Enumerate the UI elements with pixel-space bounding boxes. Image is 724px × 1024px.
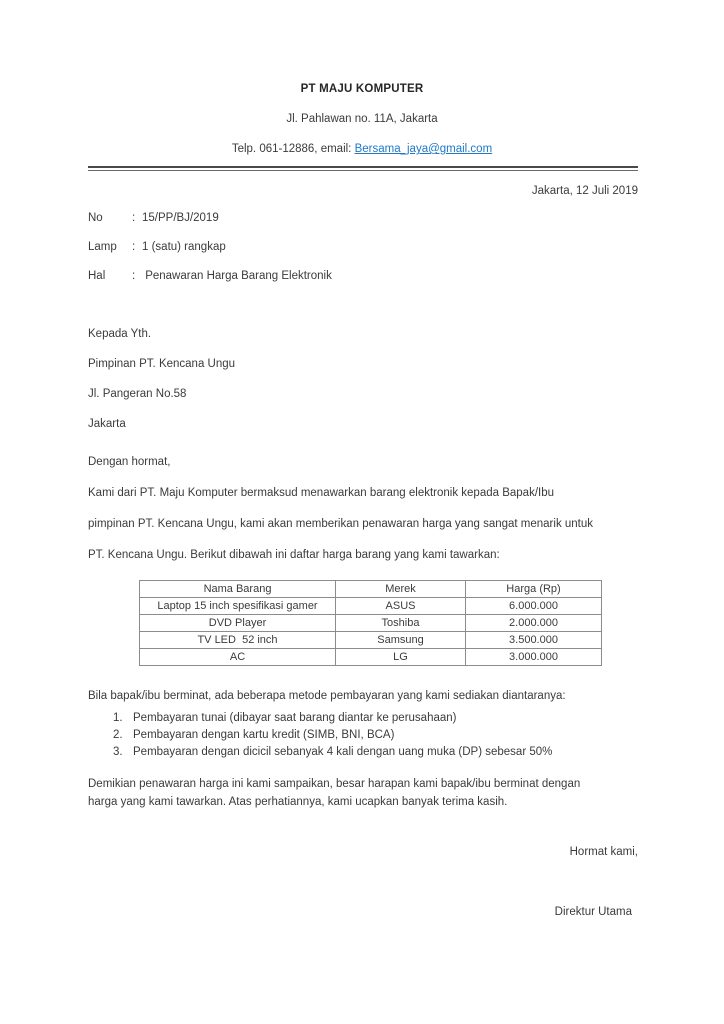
price-table-head — [140, 581, 602, 598]
cell-merek: Samsung — [336, 632, 466, 649]
column-header-nama-barang: Nama Barang — [140, 581, 336, 598]
list-item-number: 3. — [113, 746, 123, 759]
reference-row-no — [88, 212, 724, 224]
reference-value-no: 15/PP/BJ/2019 — [142, 211, 219, 224]
reference-block — [88, 212, 724, 282]
addressee-line-4: Jakarta — [88, 417, 126, 430]
divider-line-thin — [88, 170, 638, 171]
cell-merek: Toshiba — [336, 615, 466, 632]
reference-label-no: No — [88, 211, 103, 224]
list-item-number: 1. — [113, 712, 123, 725]
date-line: Jakarta, 12 Juli 2019 — [531, 184, 638, 197]
addressee-line-3: Jl. Pangeran No.58 — [88, 387, 187, 400]
cell-merek: ASUS — [336, 598, 466, 615]
column-header-harga: Harga (Rp) — [466, 581, 602, 598]
header-divider — [88, 166, 638, 171]
cell-nama-barang: TV LED 52 inch — [140, 632, 336, 649]
closing-line-2: harga yang kami tawarkan. Atas perhatiannya, kami ucapkan banyak terima kasih. — [88, 796, 508, 809]
company-name: PT MAJU KOMPUTER — [300, 83, 424, 95]
list-item-label: Pembayaran dengan kartu kredit (SIMB, BNI, BCA) — [133, 729, 395, 742]
table-row — [140, 615, 602, 632]
cell-nama-barang: AC — [140, 649, 336, 666]
company-address: Jl. Pahlawan no. 11A, Jakarta — [286, 112, 438, 125]
reference-value-hal: Penawaran Harga Barang Elektronik — [142, 269, 332, 282]
payment-method-list — [0, 712, 724, 758]
cell-harga: 6.000.000 — [466, 598, 602, 615]
cell-harga: 3.000.000 — [466, 649, 602, 666]
company-contact — [0, 144, 724, 156]
body-line-2: pimpinan PT. Kencana Ungu, kami akan memberikan penawaran harga yang sangat menarik untuk — [88, 517, 594, 530]
email-link[interactable]: Bersama_jaya@gmail.com — [354, 143, 493, 155]
signature-regards: Hormat kami, — [569, 846, 638, 858]
list-item-label: Pembayaran dengan dicicil sebanyak 4 kali dengan uang muka (DP) sebesar 50% — [133, 746, 553, 759]
list-item-number: 2. — [113, 729, 123, 742]
list-item — [113, 746, 724, 758]
reference-row-lamp — [88, 241, 724, 253]
body-line-1: Kami dari PT. Maju Komputer bermaksud menawarkan barang elektronik kepada Bapak/Ibu — [88, 486, 554, 499]
addressee-line-1: Kepada Yth. — [88, 327, 152, 340]
cell-nama-barang: Laptop 15 inch spesifikasi gamer — [140, 598, 336, 615]
cell-harga: 3.500.000 — [466, 632, 602, 649]
price-table-body — [140, 598, 602, 666]
closing-paragraph — [88, 776, 633, 812]
cell-merek: LG — [336, 649, 466, 666]
reference-label-hal: Hal — [88, 269, 106, 282]
price-table — [139, 580, 602, 666]
contact-phone-label: Telp. 061-12886, email: — [231, 143, 355, 155]
list-item — [113, 712, 724, 724]
signature-block — [0, 846, 724, 918]
body-line-3: PT. Kencana Ungu. Berikut dibawah ini daftar harga barang yang kami tawarkan: — [88, 549, 500, 562]
payment-intro: Bila bapak/ibu berminat, ada beberapa metode pembayaran yang kami sediakan diantaranya: — [88, 690, 566, 703]
table-row — [140, 598, 602, 615]
table-header-row — [140, 581, 602, 598]
table-row — [140, 632, 602, 649]
addressee-line-2: Pimpinan PT. Kencana Ungu — [88, 357, 236, 370]
list-item-label: Pembayaran tunai (dibayar saat barang diantar ke perusahaan) — [133, 712, 457, 725]
signature-title: Direktur Utama — [554, 906, 632, 918]
reference-colon-hal: : — [132, 269, 136, 282]
closing-line-1: Demikian penawaran harga ini kami sampaikan, besar harapan kami bapak/ibu berminat dengan — [88, 778, 581, 791]
reference-value-lamp: 1 (satu) rangkap — [142, 240, 226, 253]
addressee-block — [88, 328, 724, 430]
reference-row-hal — [88, 270, 724, 282]
list-item — [113, 729, 724, 741]
body-block — [88, 456, 628, 563]
reference-colon-lamp: : — [132, 240, 136, 253]
letterhead — [0, 0, 724, 156]
cell-nama-barang: DVD Player — [140, 615, 336, 632]
reference-colon-no: : — [132, 211, 136, 224]
salutation: Dengan hormat, — [88, 455, 171, 468]
table-row — [140, 649, 602, 666]
reference-label-lamp: Lamp — [88, 240, 117, 253]
column-header-merek: Merek — [336, 581, 466, 598]
cell-harga: 2.000.000 — [466, 615, 602, 632]
